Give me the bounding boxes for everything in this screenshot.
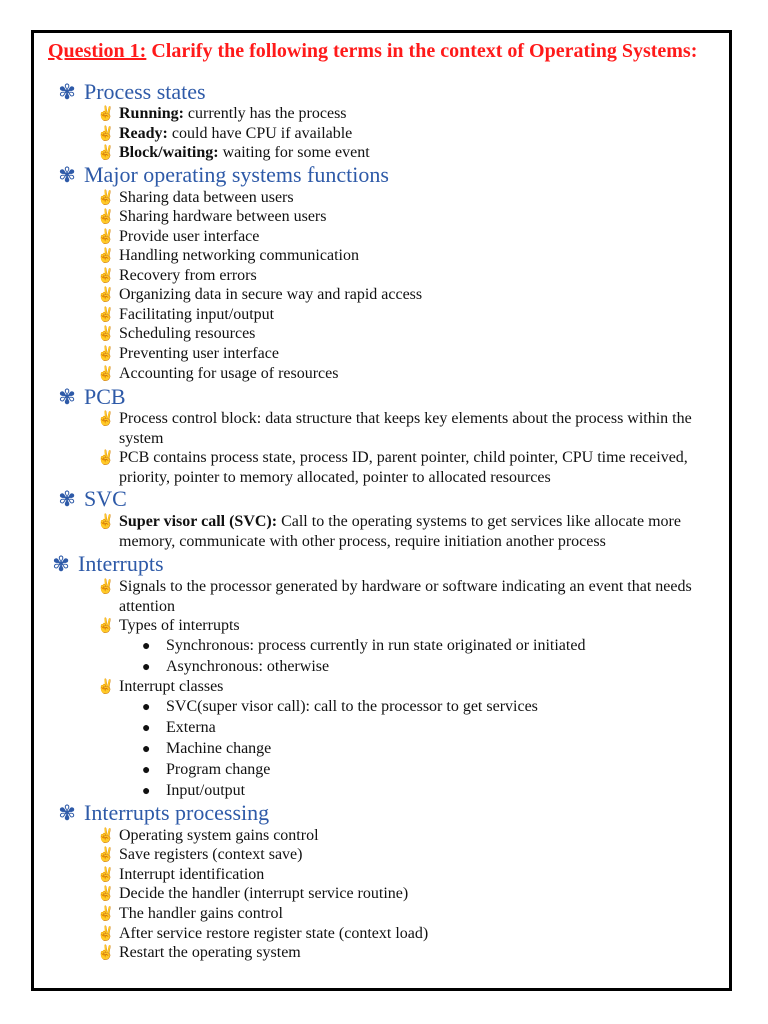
list-item: ✌ Interrupt identification [97, 865, 264, 886]
list-item: ✌ Super visor call (SVC): Call to the operating systems to get services like allocate more memory, communicate with other process, require initiation another process [97, 513, 681, 550]
bullet-icon: ● [142, 784, 151, 799]
hand-icon: ✌ [97, 191, 115, 206]
hand-icon: ✌ [97, 107, 115, 122]
section-process-states [56, 79, 206, 105]
hand-icon: ✌ [97, 146, 115, 161]
hand-icon: ✌ [97, 868, 115, 883]
list-item: ✌ Handling networking communication [97, 246, 359, 267]
sub-list-item: ● SVC(super visor call): call to the processor to get services [142, 698, 538, 715]
list-item: ✌ Process control block: data structure that keeps key elements about the process within the system [97, 410, 692, 447]
bullet-icon: ● [142, 660, 151, 675]
hand-icon: ✌ [97, 210, 115, 225]
question-heading [48, 40, 697, 63]
hand-icon: ✌ [97, 829, 115, 844]
hand-icon: ✌ [97, 619, 115, 634]
list-item: ✌ After service restore register state (context load) [97, 924, 428, 945]
list-item: ✌ Facilitating input/output [97, 305, 274, 326]
hand-icon: ✌ [97, 127, 115, 142]
list-item: ✌ Sharing hardware between users [97, 207, 326, 228]
bullet-icon: ● [142, 639, 151, 654]
list-item: ✌ Recovery from errors [97, 266, 257, 287]
flower-icon: ✾ [58, 486, 76, 511]
question-text: Clarify the following terms in the context of Operating Systems: [146, 40, 698, 62]
list-item: ✌ Accounting for usage of resources [97, 364, 338, 385]
list-item: ✌ Save registers (context save) [97, 845, 302, 866]
list-item: ✌ Block/waiting: waiting for some event [97, 143, 370, 164]
hand-icon: ✌ [97, 946, 115, 961]
list-item: ✌ Decide the handler (interrupt service routine) [97, 884, 408, 905]
hand-icon: ✌ [97, 927, 115, 942]
flower-icon: ✾ [52, 551, 70, 576]
hand-icon: ✌ [97, 515, 115, 530]
section-pcb [56, 384, 126, 410]
flower-icon: ✾ [58, 384, 76, 409]
flower-icon: ✾ [58, 800, 76, 825]
sub-list-item: ● Input/output [142, 782, 246, 799]
section-title: Major operating systems functions [84, 162, 389, 187]
sub-list-item: ● Machine change [142, 740, 272, 757]
list-item: ✌ Sharing data between users [97, 188, 294, 209]
section-title: PCB [84, 384, 126, 409]
list-item: ✌ Types of interrupts [97, 616, 240, 637]
section-functions [56, 162, 389, 188]
sub-list-item: ● Externa [142, 719, 216, 736]
list-item: ✌ Scheduling resources [97, 324, 255, 345]
question-label: Question 1: [48, 40, 147, 62]
section-title: SVC [84, 486, 127, 511]
list-item: ✌ Provide user interface [97, 227, 259, 248]
section-svc [56, 486, 127, 512]
hand-icon: ✌ [97, 269, 115, 284]
hand-icon: ✌ [97, 451, 115, 466]
section-interrupts [50, 551, 164, 577]
bullet-icon: ● [142, 700, 151, 715]
bullet-icon: ● [142, 763, 151, 778]
bullet-icon: ● [142, 742, 151, 757]
list-item: ✌ Running: currently has the process [97, 104, 347, 125]
bullet-icon: ● [142, 721, 151, 736]
hand-icon: ✌ [97, 887, 115, 902]
list-item: ✌ Operating system gains control [97, 826, 319, 847]
hand-icon: ✌ [97, 412, 115, 427]
sub-list-item: ● Asynchronous: otherwise [142, 658, 330, 675]
hand-icon: ✌ [97, 230, 115, 245]
hand-icon: ✌ [97, 347, 115, 362]
list-item: ✌ Signals to the processor generated by hardware or software indicating an event that needs attention [97, 578, 692, 615]
hand-icon: ✌ [97, 249, 115, 264]
hand-icon: ✌ [97, 288, 115, 303]
list-item: ✌ Ready: could have CPU if available [97, 124, 352, 145]
hand-icon: ✌ [97, 848, 115, 863]
flower-icon: ✾ [58, 79, 76, 104]
section-title: Interrupts [78, 551, 164, 576]
sub-list-item: ● Program change [142, 761, 271, 778]
list-item: ✌ PCB contains process state, process ID, parent pointer, child pointer, CPU time received, priority, pointer to memory allocated, pointer to allocated resources [97, 449, 688, 486]
list-item: ✌ Interrupt classes [97, 677, 223, 698]
list-item: ✌ Organizing data in secure way and rapid access [97, 285, 422, 306]
hand-icon: ✌ [97, 907, 115, 922]
sub-list-item: ● Synchronous: process currently in run state originated or initiated [142, 637, 586, 654]
hand-icon: ✌ [97, 367, 115, 382]
flower-icon: ✾ [58, 162, 76, 187]
section-title: Process states [84, 79, 206, 104]
list-item: ✌ Restart the operating system [97, 943, 301, 964]
list-item: ✌ Preventing user interface [97, 344, 279, 365]
section-title: Interrupts processing [84, 800, 270, 825]
hand-icon: ✌ [97, 580, 115, 595]
section-interrupts-processing [56, 800, 269, 826]
hand-icon: ✌ [97, 327, 115, 342]
list-item: ✌ The handler gains control [97, 904, 283, 925]
hand-icon: ✌ [97, 308, 115, 323]
hand-icon: ✌ [97, 680, 115, 695]
